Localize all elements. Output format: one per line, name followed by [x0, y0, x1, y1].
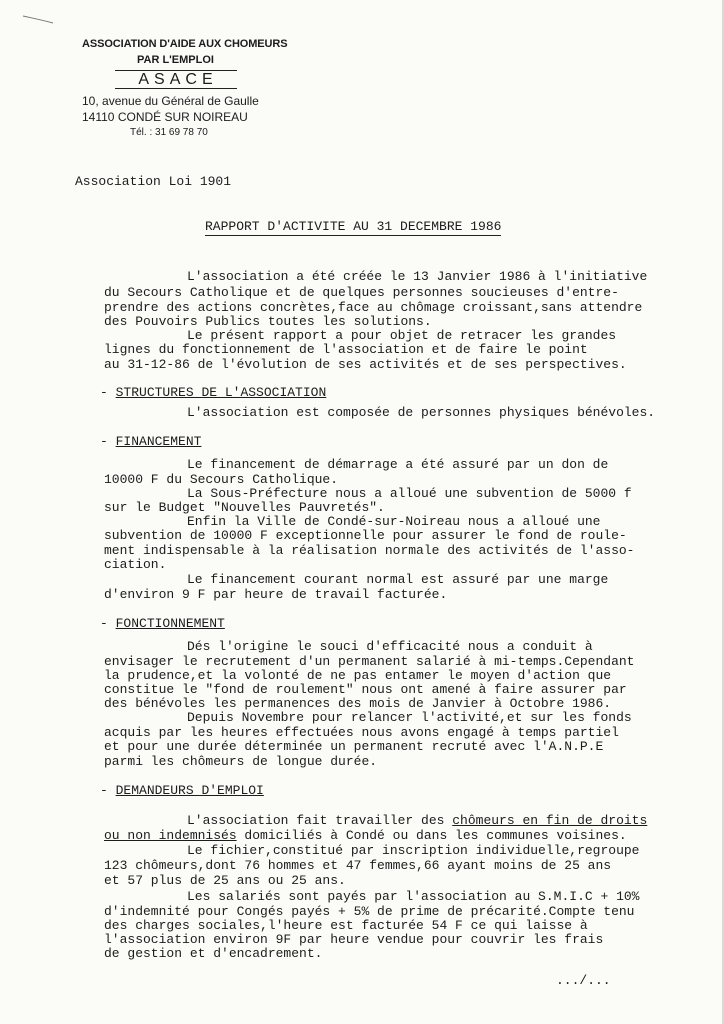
- intro-line: du Secours Catholique et de quelques personnes soucieuses d'entre-: [104, 285, 619, 300]
- intro-line: L'association a été créée le 13 Janvier 1986 à l'initiative: [187, 269, 648, 284]
- heading-text: FINANCEMENT: [115, 434, 202, 449]
- financement-line: La Sous-Préfecture nous a alloué une subvention de 5000 f: [187, 486, 632, 501]
- legal-status: Association Loi 1901: [75, 174, 232, 189]
- heading-dash: -: [100, 783, 108, 798]
- demandeurs-line: Le fichier,constitué par inscription individuelle,regroupe: [187, 843, 640, 858]
- fonctionnement-line: des bénévoles les permanences des mois de Janvier à Octobre 1986.: [104, 696, 612, 711]
- demandeurs-line: l'association environ 9F par heure vendue pour couvrir les frais: [104, 932, 604, 947]
- section-heading-financement: [100, 434, 201, 449]
- section-heading-fonctionnement: [100, 616, 225, 631]
- intro-line: au 31-12-86 de l'évolution de ses activités et de ses perspectives.: [104, 357, 627, 372]
- intro-line: Le présent rapport a pour objet de retracer les grandes: [187, 328, 617, 343]
- heading-dash: -: [100, 385, 108, 400]
- fonctionnement-line: Dés l'origine le souci d'efficacité nous a conduit à: [187, 639, 593, 654]
- fonctionnement-line: Depuis Novembre pour relancer l'activité,et sur les fonds: [187, 710, 632, 725]
- financement-line: d'environ 9 F par heure de travail facturée.: [104, 587, 448, 602]
- demandeurs-line: de gestion et d'encadrement.: [104, 946, 323, 961]
- intro-line: prendre des actions concrètes,face au chômage croissant,sans attendre: [104, 300, 643, 315]
- demandeurs-line: et 57 plus de 25 ans ou 25 ans.: [104, 873, 346, 888]
- financement-line: Enfin la Ville de Condé-sur-Noireau nous a alloué une: [187, 514, 601, 529]
- report-title: RAPPORT D'ACTIVITE AU 31 DECEMBRE 1986: [205, 219, 502, 234]
- heading-text: DEMANDEURS D'EMPLOI: [115, 783, 264, 798]
- continuation-mark: .../...: [556, 973, 611, 988]
- intro-line: lignes du fonctionnement de l'association et de faire le point: [104, 342, 588, 357]
- demandeurs-line1-underlined: chômeurs en fin de droits: [452, 813, 648, 828]
- heading-text: FONCTIONNEMENT: [115, 616, 225, 631]
- demandeurs-line: [104, 828, 627, 844]
- heading-dash: -: [100, 434, 108, 449]
- financement-line: ciation.: [104, 557, 167, 572]
- demandeurs-line: des charges sociales,l'heure est facturée 54 F ce qui laisse à: [104, 918, 588, 933]
- fonctionnement-line: la prudence,et la volonté de ne pas entamer le moyen d'action que: [104, 668, 612, 683]
- fonctionnement-line: acquis par les heures effectuées nous avons engagé à temps partiel: [104, 725, 619, 740]
- section-heading-structures: [100, 385, 326, 400]
- demandeurs-line: Les salariés sont payés par l'association au S.M.I.C + 10%: [187, 889, 640, 904]
- financement-line: ment indispensable à la réalisation normale des activités de l'asso-: [104, 543, 635, 558]
- demandeurs-line1-start: L'association fait travailler des: [187, 813, 453, 828]
- financement-line: Le financement de démarrage a été assuré par un don de: [187, 457, 609, 472]
- fonctionnement-line: et pour une durée déterminée un permanent recruté avec l'A.N.P.E: [104, 739, 604, 754]
- heading-text: STRUCTURES DE L'ASSOCIATION: [115, 385, 327, 400]
- structures-line: L'association est composée de personnes physiques bénévoles.: [187, 405, 656, 420]
- org-acronym: ASACE: [115, 70, 237, 89]
- financement-line: 10000 F du Secours Catholique.: [104, 472, 339, 487]
- intro-line: des Pouvoirs Publics toutes les solutions.: [104, 314, 432, 329]
- fonctionnement-line: constitue le "fond de roulement" nous ont amené à faire assurer par: [104, 682, 627, 697]
- demandeurs-line2-underlined: ou non indemnisés: [104, 828, 237, 843]
- heading-dash: -: [100, 616, 108, 631]
- address-street: 10, avenue du Général de Gaulle: [82, 94, 259, 108]
- phone-number: Tél. : 31 69 78 70: [130, 127, 208, 138]
- financement-line: subvention de 10000 F exceptionnelle pour assurer le fond de roule-: [104, 528, 627, 543]
- demandeurs-line: 123 chômeurs,dont 76 hommes et 47 femmes,66 ayant moins de 25 ans: [104, 858, 612, 873]
- demandeurs-line2-rest: domiciliés à Condé ou dans les communes voisines.: [236, 828, 627, 843]
- section-heading-demandeurs: [100, 783, 264, 798]
- financement-line: sur le Budget "Nouvelles Pauvretés".: [104, 500, 385, 515]
- fonctionnement-line: parmi les chômeurs de longue durée.: [104, 754, 378, 769]
- address-city: 14110 CONDÉ SUR NOIREAU: [82, 110, 248, 124]
- demandeurs-line: d'indemnité pour Congés payés + 5% de prime de précarité.Compte tenu: [104, 904, 635, 919]
- demandeurs-line: [187, 813, 647, 829]
- fonctionnement-line: envisager le recrutement d'un permanent salarié à mi-temps.Cependant: [104, 654, 635, 669]
- org-name-line1: ASSOCIATION D'AIDE AUX CHOMEURS: [82, 38, 288, 50]
- org-name-line2: PAR L'EMPLOI: [137, 54, 214, 66]
- financement-line: Le financement courant normal est assuré par une marge: [187, 572, 609, 587]
